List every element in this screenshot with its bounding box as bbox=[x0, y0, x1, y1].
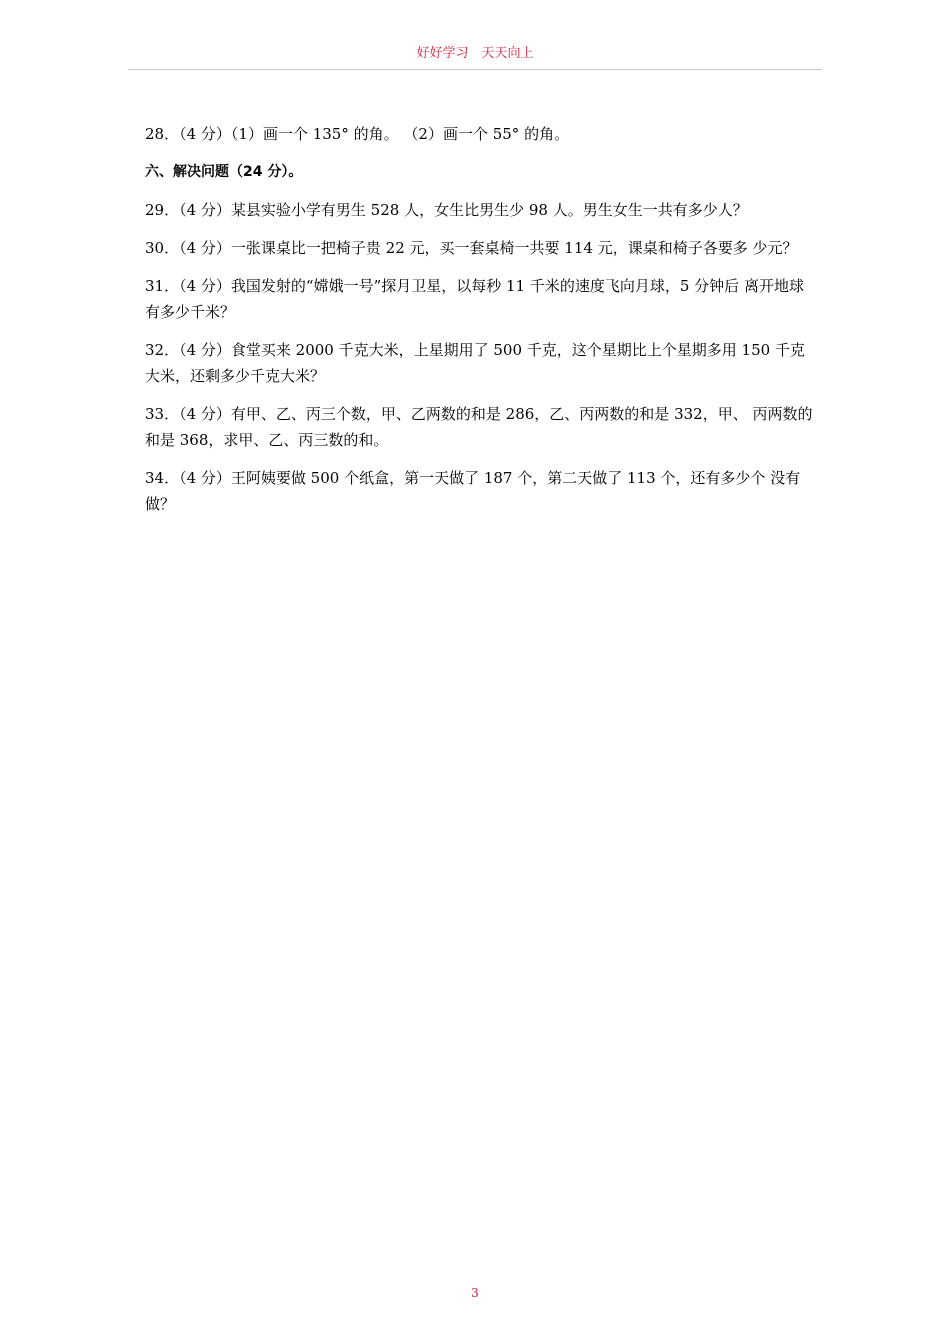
section-title: 六、解决问题（24 分）。 bbox=[145, 164, 303, 180]
question-32-line-1: 32．（4 分）食堂买来 2000 千克大米，上星期用了 500 千克，这个星期比上个星期多用 150 bbox=[145, 341, 771, 359]
header-divider bbox=[128, 69, 822, 70]
question-30 bbox=[145, 235, 815, 261]
question-33-line-1: 33．（4 分）有甲、乙、丙三个数，甲、乙两数的和是 286，乙、丙两数的和是 332，甲、 bbox=[145, 405, 748, 423]
question-28-line-1: 28．（4 分）（1）画一个 135° 的角。 bbox=[145, 125, 399, 143]
question-34-line-2: 没有做？ bbox=[145, 469, 801, 513]
question-33 bbox=[145, 401, 815, 453]
question-29-line-1: 29．（4 分）某县实验小学有男生 528 人，女生比男生少 98 人。男生女生一共有多少人？ bbox=[145, 201, 748, 219]
question-30-line-2: 少元？ bbox=[752, 239, 798, 257]
question-31-line-2: 离开地球有多少千米？ bbox=[145, 277, 804, 321]
question-31-line-1: 31．（4 分）我国发射的“嫦娥一号”探月卫星，以每秒 11 千米的速度飞向月球，5 分钟后 bbox=[145, 277, 740, 295]
question-30-line-1: 30．（4 分）一张课桌比一把椅子贵 22 元，买一套桌椅一共要 114 元，课桌和椅子各要多 bbox=[145, 239, 748, 257]
question-31 bbox=[145, 273, 815, 325]
question-29 bbox=[145, 197, 815, 223]
page-number: 3 bbox=[471, 1286, 479, 1300]
question-34-line-1: 34．（4 分）王阿姨要做 500 个纸盒，第一天做了 187 个，第二天做了 113 个，还有多少个 bbox=[145, 469, 766, 487]
question-33-line-2: 丙两数的和是 368，求甲、乙、丙三数的和。 bbox=[145, 405, 813, 449]
page-header: 好好学习 天天向上 bbox=[416, 46, 534, 61]
question-28 bbox=[145, 121, 815, 147]
question-34 bbox=[145, 465, 815, 517]
question-32-line-2: 千克大米，还剩多少千克大米？ bbox=[145, 341, 805, 385]
question-28-line-2: （2）画一个 55° 的角。 bbox=[403, 125, 570, 143]
document-body bbox=[145, 121, 815, 529]
question-32 bbox=[145, 337, 815, 389]
